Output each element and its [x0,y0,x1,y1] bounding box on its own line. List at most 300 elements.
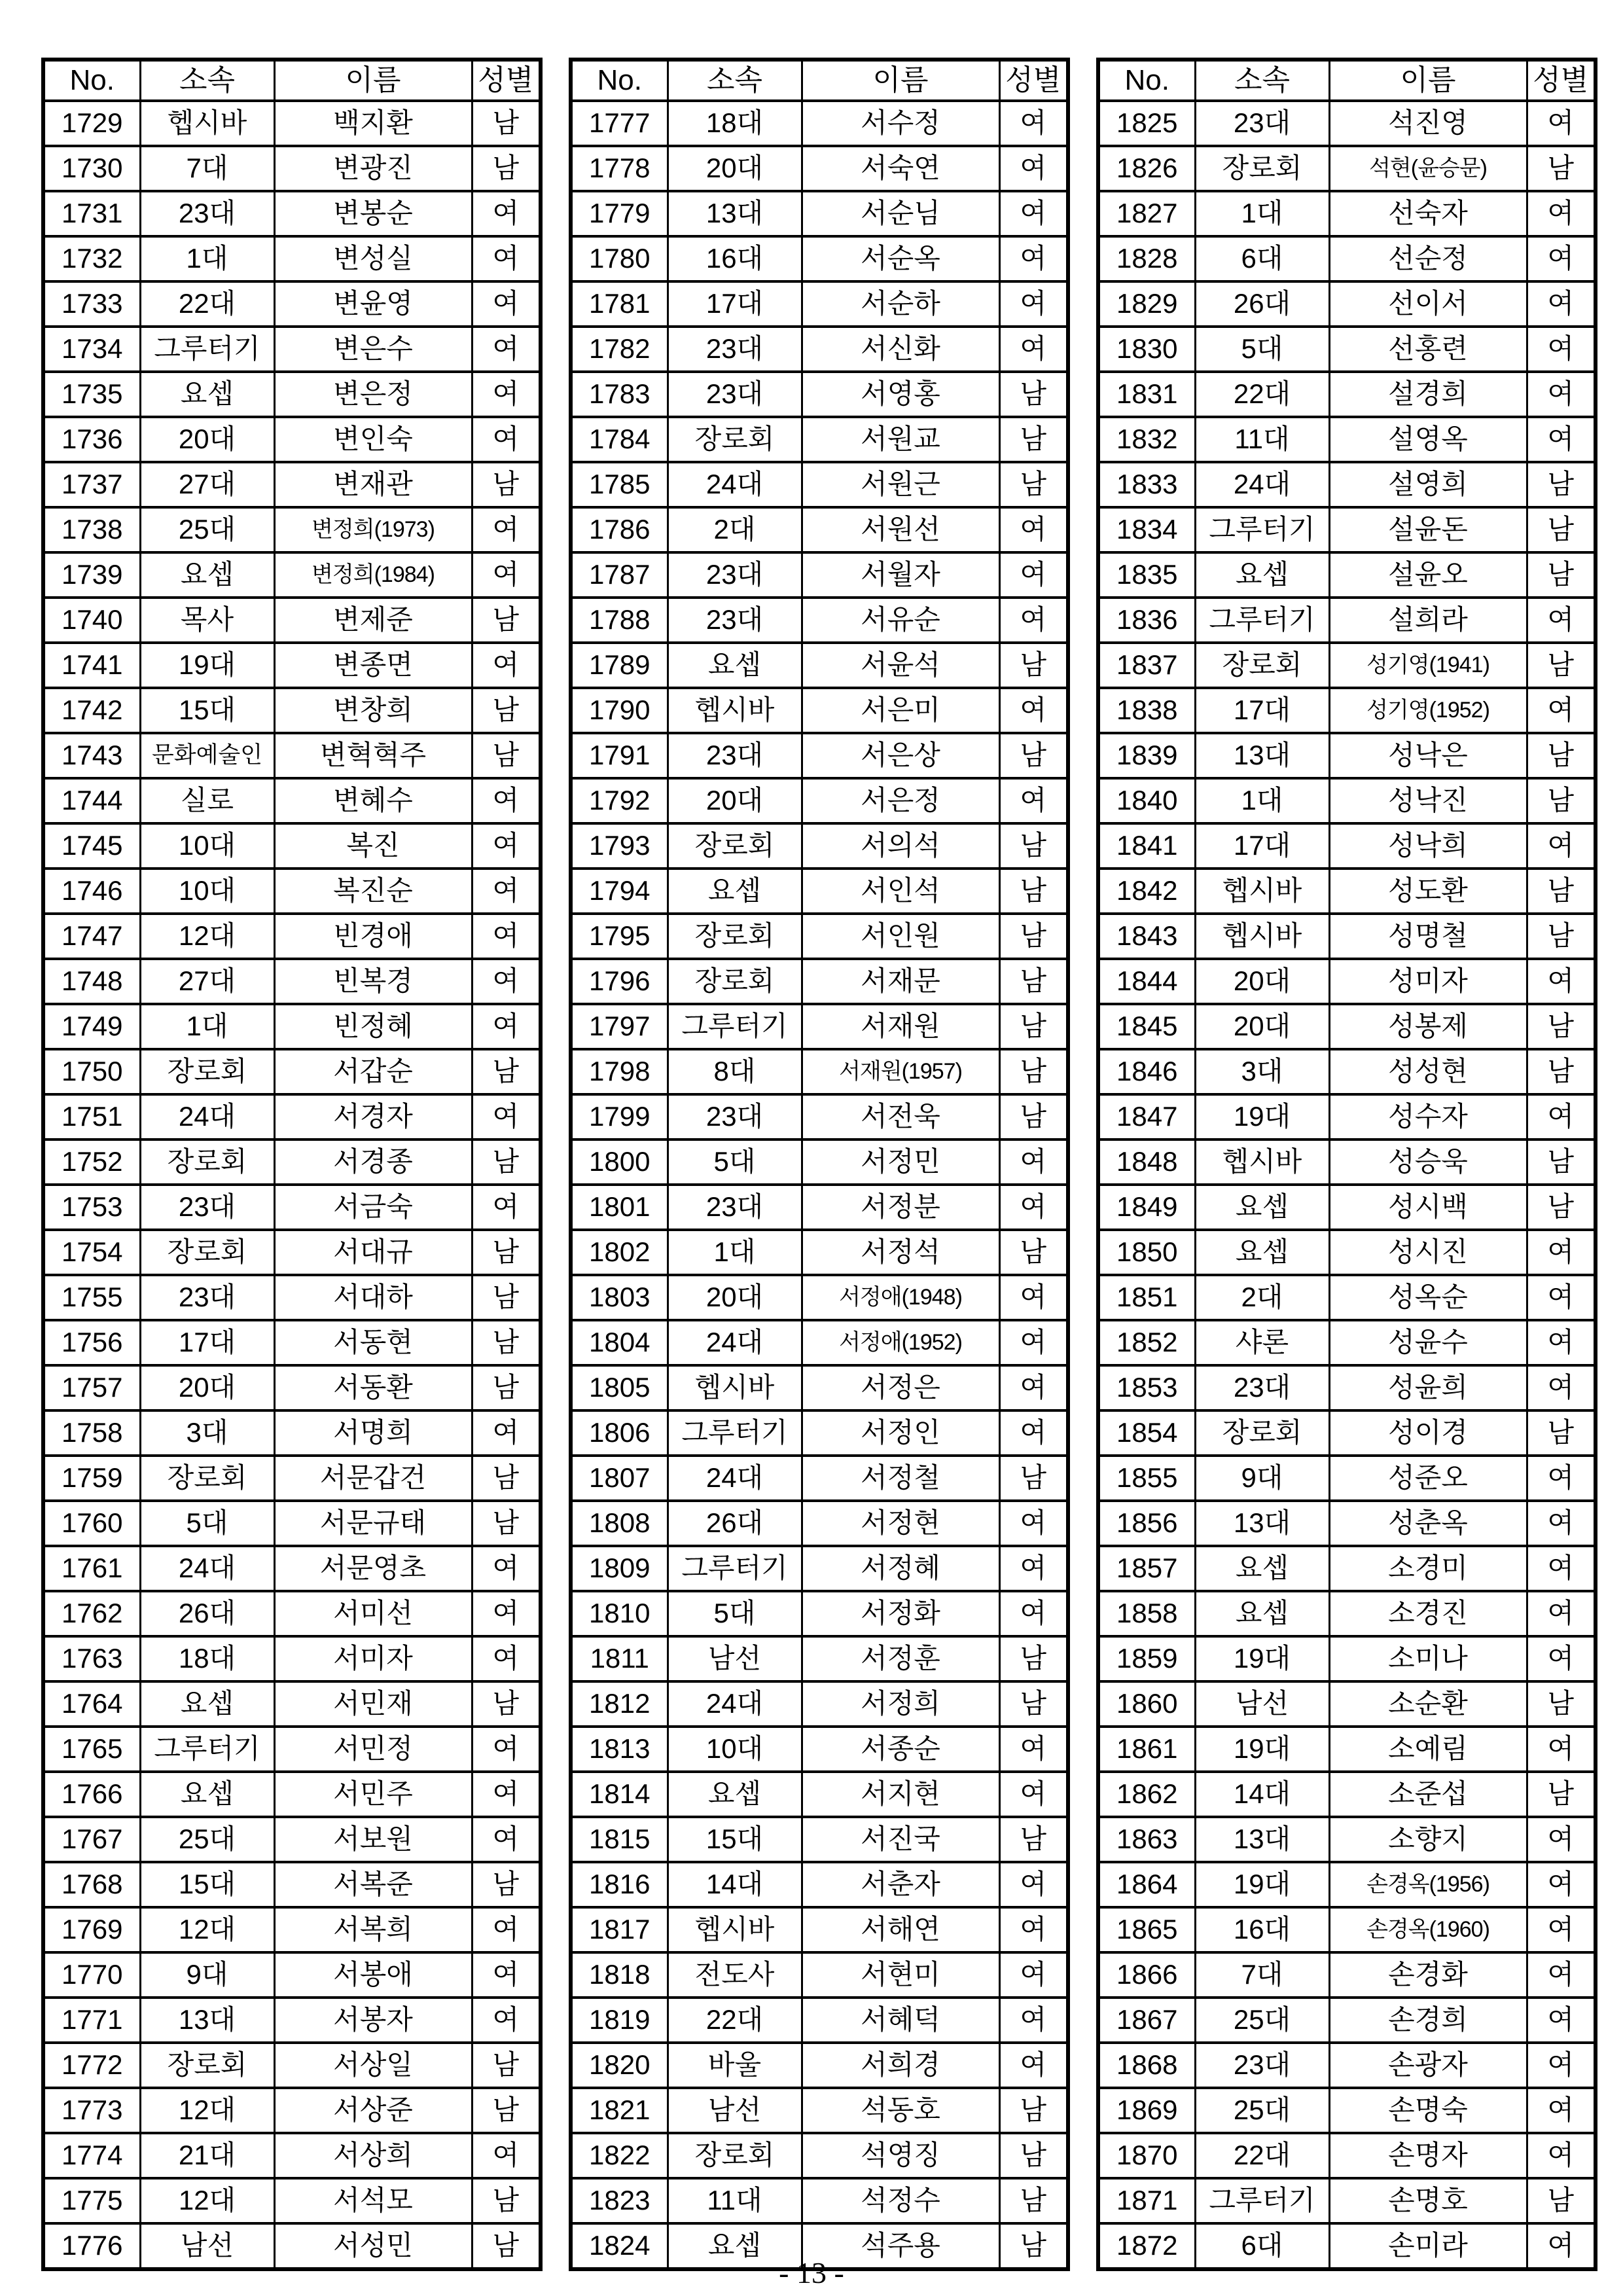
table-row [43,1320,541,1365]
cell-no: 1827 [1098,191,1195,236]
cell-name: 서봉애 [274,1952,472,1998]
cell-name: 성낙희 [1329,823,1527,869]
cell-name: 서정분 [802,1185,999,1230]
cell-name: 서재문 [802,959,999,1004]
cell-affiliation: 요셉 [1195,1591,1329,1636]
cell-gender: 남 [472,1501,541,1546]
cell-gender: 여 [1527,1456,1596,1501]
cell-affiliation: 19대 [1195,1094,1329,1139]
column-header-gender: 성별 [1527,60,1596,101]
cell-name: 변정희(1984) [274,552,472,598]
cell-gender: 여 [1527,1591,1596,1636]
cell-name: 서재원 [802,1004,999,1049]
cell-gender: 여 [1527,281,1596,327]
cell-affiliation: 20대 [668,146,802,191]
table-row [1098,1456,1596,1501]
cell-affiliation: 6대 [1195,236,1329,281]
cell-affiliation: 5대 [140,1501,274,1546]
roster-body-1 [43,101,541,2269]
cell-gender: 여 [472,191,541,236]
cell-no: 1750 [43,1049,140,1094]
cell-no: 1800 [571,1139,668,1185]
cell-affiliation: 11대 [1195,417,1329,462]
cell-gender: 여 [472,1772,541,1817]
cell-gender: 여 [1527,959,1596,1004]
cell-gender: 남 [999,2178,1068,2223]
column-header-no: No. [571,60,668,101]
table-row [43,1817,541,1862]
cell-name: 성낙은 [1329,733,1527,778]
cell-name: 서상일 [274,2043,472,2088]
table-row [1098,2043,1596,2088]
cell-name: 서대하 [274,1275,472,1320]
cell-gender: 여 [999,146,1068,191]
cell-name: 성기영(1952) [1329,688,1527,733]
cell-name: 서혜덕 [802,1998,999,2043]
cell-no: 1821 [571,2088,668,2133]
cell-no: 1836 [1098,598,1195,643]
table-row [43,688,541,733]
table-row [1098,1591,1596,1636]
cell-no: 1783 [571,372,668,417]
cell-gender: 여 [472,914,541,959]
cell-name: 손경희 [1329,1998,1527,2043]
cell-affiliation: 23대 [668,552,802,598]
cell-no: 1812 [571,1681,668,1727]
table-row [571,1907,1068,1952]
cell-gender: 여 [472,417,541,462]
cell-name: 서원교 [802,417,999,462]
cell-no: 1862 [1098,1772,1195,1817]
cell-name: 설희라 [1329,598,1527,643]
cell-affiliation: 그루터기 [668,1546,802,1591]
cell-gender: 남 [472,1456,541,1501]
cell-affiliation: 24대 [140,1546,274,1591]
table-row [1098,1681,1596,1727]
cell-affiliation: 그루터기 [1195,2178,1329,2223]
cell-no: 1846 [1098,1049,1195,1094]
cell-gender: 여 [999,236,1068,281]
cell-no: 1839 [1098,733,1195,778]
cell-name: 서상희 [274,2133,472,2178]
cell-name: 설경희 [1329,372,1527,417]
table-row [1098,1320,1596,1365]
cell-affiliation: 23대 [140,1185,274,1230]
cell-no: 1769 [43,1907,140,1952]
cell-gender: 여 [472,1817,541,1862]
cell-affiliation: 장로회 [668,823,802,869]
cell-gender: 남 [1527,643,1596,688]
table-row [571,869,1068,914]
cell-affiliation: 요셉 [1195,1546,1329,1591]
cell-affiliation: 요셉 [1195,1230,1329,1275]
cell-gender: 여 [1527,1320,1596,1365]
cell-no: 1787 [571,552,668,598]
cell-gender: 여 [472,1185,541,1230]
cell-affiliation: 1대 [140,236,274,281]
table-row [1098,598,1596,643]
roster-body-3 [1098,101,1596,2269]
cell-affiliation: 요셉 [668,2223,802,2269]
cell-no: 1771 [43,1998,140,2043]
cell-no: 1847 [1098,1094,1195,1139]
cell-affiliation: 22대 [1195,2133,1329,2178]
table-row [571,1049,1068,1094]
cell-name: 손미라 [1329,2223,1527,2269]
cell-affiliation: 17대 [140,1320,274,1365]
cell-gender: 여 [1527,1998,1596,2043]
cell-no: 1815 [571,1817,668,1862]
table-row [1098,552,1596,598]
cell-no: 1840 [1098,778,1195,823]
cell-gender: 여 [472,1727,541,1772]
cell-affiliation: 13대 [1195,733,1329,778]
cell-gender: 남 [1527,507,1596,552]
cell-gender: 여 [999,688,1068,733]
cell-no: 1825 [1098,101,1195,146]
table-row [43,959,541,1004]
table-row [1098,733,1596,778]
cell-affiliation: 18대 [668,101,802,146]
cell-no: 1785 [571,462,668,507]
cell-affiliation: 20대 [140,1365,274,1410]
table-row [571,236,1068,281]
table-row [43,327,541,372]
cell-name: 손명숙 [1329,2088,1527,2133]
cell-affiliation: 그루터기 [140,327,274,372]
cell-gender: 여 [1527,1817,1596,1862]
table-row [43,417,541,462]
cell-no: 1854 [1098,1410,1195,1456]
cell-name: 변혜수 [274,778,472,823]
cell-gender: 남 [472,1139,541,1185]
cell-name: 성윤희 [1329,1365,1527,1410]
cell-name: 선순정 [1329,236,1527,281]
cell-name: 손경옥(1960) [1329,1907,1527,1952]
cell-affiliation: 23대 [668,1094,802,1139]
cell-affiliation: 장로회 [140,2043,274,2088]
cell-gender: 남 [472,1049,541,1094]
cell-no: 1863 [1098,1817,1195,1862]
cell-affiliation: 요셉 [140,1681,274,1727]
cell-affiliation: 24대 [668,1320,802,1365]
cell-gender: 남 [472,1681,541,1727]
cell-no: 1869 [1098,2088,1195,2133]
cell-name: 서복준 [274,1862,472,1907]
cell-gender: 남 [1527,1410,1596,1456]
cell-no: 1766 [43,1772,140,1817]
cell-gender: 여 [999,1275,1068,1320]
cell-name: 변정희(1973) [274,507,472,552]
cell-no: 1853 [1098,1365,1195,1410]
cell-gender: 여 [999,1907,1068,1952]
cell-gender: 남 [999,462,1068,507]
cell-name: 서은정 [802,778,999,823]
cell-affiliation: 26대 [140,1591,274,1636]
cell-name: 서갑순 [274,1049,472,1094]
cell-name: 서순하 [802,281,999,327]
cell-no: 1736 [43,417,140,462]
table-row [571,507,1068,552]
cell-name: 설윤돈 [1329,507,1527,552]
cell-gender: 여 [999,1320,1068,1365]
cell-name: 빈정혜 [274,1004,472,1049]
cell-name: 서순옥 [802,236,999,281]
cell-affiliation: 19대 [1195,1636,1329,1681]
cell-name: 복진순 [274,869,472,914]
cell-no: 1744 [43,778,140,823]
cell-affiliation: 그루터기 [1195,507,1329,552]
cell-affiliation: 24대 [668,462,802,507]
cell-name: 설영희 [1329,462,1527,507]
cell-name: 손경옥(1956) [1329,1862,1527,1907]
cell-gender: 여 [472,552,541,598]
cell-affiliation: 그루터기 [668,1004,802,1049]
cell-name: 소경진 [1329,1591,1527,1636]
table-row [43,598,541,643]
table-row [1098,778,1596,823]
table-row [43,643,541,688]
cell-name: 석주용 [802,2223,999,2269]
column-header-name: 이름 [802,60,999,101]
cell-affiliation: 25대 [1195,1998,1329,2043]
table-row [43,1365,541,1410]
cell-name: 성옥순 [1329,1275,1527,1320]
table-row [43,372,541,417]
cell-name: 서해연 [802,1907,999,1952]
cell-name: 서민재 [274,1681,472,1727]
cell-name: 서정석 [802,1230,999,1275]
cell-no: 1871 [1098,2178,1195,2223]
cell-gender: 남 [999,869,1068,914]
cell-no: 1768 [43,1862,140,1907]
roster-tables-container [41,58,1597,2271]
cell-name: 서원선 [802,507,999,552]
cell-gender: 남 [999,2223,1068,2269]
cell-gender: 여 [1527,1275,1596,1320]
cell-gender: 여 [472,1546,541,1591]
cell-gender: 여 [1527,1501,1596,1546]
cell-name: 서동현 [274,1320,472,1365]
cell-name: 서문영초 [274,1546,472,1591]
cell-name: 손명호 [1329,2178,1527,2223]
cell-name: 서문갑건 [274,1456,472,1501]
cell-no: 1841 [1098,823,1195,869]
cell-no: 1860 [1098,1681,1195,1727]
cell-name: 서정혜 [802,1546,999,1591]
cell-affiliation: 24대 [668,1681,802,1727]
cell-no: 1756 [43,1320,140,1365]
cell-name: 성시백 [1329,1185,1527,1230]
cell-gender: 남 [999,1681,1068,1727]
table-row [43,1456,541,1501]
table-row [571,598,1068,643]
cell-name: 석정수 [802,2178,999,2223]
cell-no: 1780 [571,236,668,281]
cell-affiliation: 장로회 [140,1456,274,1501]
cell-no: 1798 [571,1049,668,1094]
table-row [43,1410,541,1456]
cell-affiliation: 1대 [668,1230,802,1275]
table-row [571,1004,1068,1049]
cell-gender: 남 [1527,1772,1596,1817]
cell-no: 1741 [43,643,140,688]
cell-name: 서재원(1957) [802,1049,999,1094]
cell-affiliation: 요셉 [140,372,274,417]
table-row [1098,2088,1596,2133]
cell-affiliation: 남선 [668,1636,802,1681]
cell-affiliation: 23대 [668,327,802,372]
page-number: - 13 - [779,2256,844,2289]
cell-affiliation: 23대 [140,1275,274,1320]
cell-name: 빈경애 [274,914,472,959]
cell-name: 서복희 [274,1907,472,1952]
table-row [43,2043,541,2088]
table-row [43,823,541,869]
cell-affiliation: 15대 [140,1862,274,1907]
cell-name: 성승욱 [1329,1139,1527,1185]
cell-name: 백지환 [274,101,472,146]
cell-affiliation: 장로회 [1195,146,1329,191]
cell-affiliation: 장로회 [140,1230,274,1275]
cell-affiliation: 샤론 [1195,1320,1329,1365]
table-row [571,2178,1068,2223]
table-row [43,1139,541,1185]
cell-no: 1755 [43,1275,140,1320]
table-row [43,2178,541,2223]
table-row [571,2133,1068,2178]
cell-gender: 여 [1527,2088,1596,2133]
roster-table-1 [41,58,543,2271]
cell-gender: 남 [472,462,541,507]
cell-affiliation: 요셉 [668,1772,802,1817]
cell-no: 1828 [1098,236,1195,281]
cell-affiliation: 19대 [1195,1862,1329,1907]
table-row [43,1094,541,1139]
cell-no: 1791 [571,733,668,778]
cell-affiliation: 13대 [668,191,802,236]
cell-no: 1757 [43,1365,140,1410]
cell-no: 1794 [571,869,668,914]
cell-gender: 남 [472,2178,541,2223]
cell-name: 변봉순 [274,191,472,236]
cell-no: 1803 [571,1275,668,1320]
cell-no: 1820 [571,2043,668,2088]
cell-no: 1866 [1098,1952,1195,1998]
table-row [1098,1862,1596,1907]
cell-name: 성미자 [1329,959,1527,1004]
table-row [571,823,1068,869]
table-row [571,552,1068,598]
cell-affiliation: 20대 [1195,1004,1329,1049]
cell-gender: 여 [999,1501,1068,1546]
cell-affiliation: 목사 [140,598,274,643]
table-row [1098,823,1596,869]
cell-name: 서상준 [274,2088,472,2133]
cell-affiliation: 장로회 [1195,643,1329,688]
cell-affiliation: 21대 [140,2133,274,2178]
cell-no: 1837 [1098,643,1195,688]
cell-gender: 남 [999,372,1068,417]
cell-gender: 남 [472,2043,541,2088]
table-row [571,281,1068,327]
cell-no: 1790 [571,688,668,733]
cell-no: 1830 [1098,327,1195,372]
cell-name: 서민정 [274,1727,472,1772]
table-row [1098,1998,1596,2043]
cell-affiliation: 26대 [1195,281,1329,327]
table-row [43,1907,541,1952]
cell-no: 1848 [1098,1139,1195,1185]
cell-name: 석현(윤승문) [1329,146,1527,191]
cell-affiliation: 7대 [1195,1952,1329,1998]
table-row [1098,236,1596,281]
cell-gender: 남 [999,417,1068,462]
cell-gender: 여 [999,2043,1068,2088]
cell-gender: 남 [1527,733,1596,778]
table-row [43,778,541,823]
cell-affiliation: 26대 [668,1501,802,1546]
cell-name: 성시진 [1329,1230,1527,1275]
column-header-name: 이름 [274,60,472,101]
cell-name: 변은수 [274,327,472,372]
cell-no: 1801 [571,1185,668,1230]
cell-affiliation: 22대 [1195,372,1329,417]
cell-gender: 여 [472,1998,541,2043]
cell-no: 1776 [43,2223,140,2269]
cell-affiliation: 23대 [668,733,802,778]
cell-no: 1739 [43,552,140,598]
cell-no: 1740 [43,598,140,643]
table-row [571,1817,1068,1862]
cell-affiliation: 실로 [140,778,274,823]
cell-name: 서대규 [274,1230,472,1275]
table-row [43,1546,541,1591]
cell-affiliation: 16대 [668,236,802,281]
cell-affiliation: 헵시바 [1195,869,1329,914]
cell-name: 변성실 [274,236,472,281]
roster-body-2 [571,101,1068,2269]
cell-affiliation: 23대 [1195,101,1329,146]
cell-name: 소경미 [1329,1546,1527,1591]
cell-gender: 남 [999,1456,1068,1501]
cell-no: 1763 [43,1636,140,1681]
cell-affiliation: 남선 [668,2088,802,2133]
cell-no: 1850 [1098,1230,1195,1275]
cell-no: 1793 [571,823,668,869]
cell-no: 1858 [1098,1591,1195,1636]
cell-affiliation: 요셉 [140,552,274,598]
cell-no: 1748 [43,959,140,1004]
cell-gender: 여 [999,1727,1068,1772]
cell-gender: 남 [999,1817,1068,1862]
table-row [1098,869,1596,914]
cell-no: 1826 [1098,146,1195,191]
cell-no: 1745 [43,823,140,869]
cell-name: 서종순 [802,1727,999,1772]
cell-no: 1796 [571,959,668,1004]
cell-gender: 남 [472,598,541,643]
table-row [571,1410,1068,1456]
cell-affiliation: 23대 [668,372,802,417]
cell-affiliation: 12대 [140,2088,274,2133]
cell-no: 1743 [43,733,140,778]
cell-affiliation: 장로회 [668,914,802,959]
table-row [1098,1094,1596,1139]
cell-affiliation: 18대 [140,1636,274,1681]
cell-affiliation: 장로회 [1195,1410,1329,1456]
cell-no: 1804 [571,1320,668,1365]
